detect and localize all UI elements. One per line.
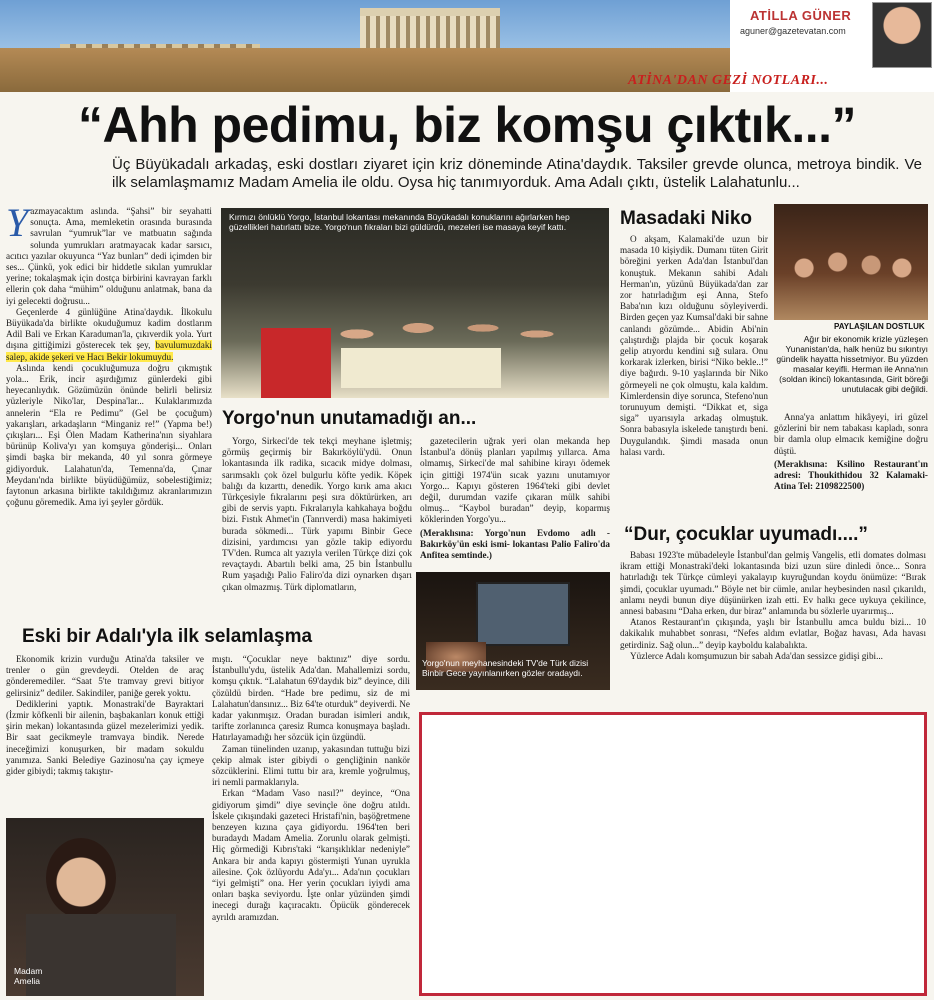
niko-address: (Meraklısına: Ksilino Restaurant'ın adresi: Thoukithidou 32 Kalamaki-Atina Tel: 2109822500) — [774, 458, 928, 492]
author-name: ATİLLA GÜNER — [750, 8, 852, 23]
paragraph: Erkan “Madam Vaso nasıl?” deyince, “Ona gidiyorum şimdi” diye sevinçle öne doğru atıldı. İskele çıkışındaki gazeteci Hristafi'nin, başöğretmene benzeyen kızına çaya gidiyordu. 1964'ten beri buradaydı Madam Amelia. Zorunlu olarak gelmişti. Hiç görmediği Kıbrıs'taki “karışıklıklar nedeniyle” Ankara bir anda kapıyı göstermişti Yunan uyrukla ailesine. Çok özlüyordu Ada'yı... Ada'nın çocukları “iyi gelmişti” ona. Her yerin çocukları iyiydi ama onları başka seviyordu. İşte onlar yüzünden şimdi inecegi durağı kaçıracaktı. Öpücük gönderecek ayrıldı aramızdan. — [212, 788, 410, 922]
dropcap: Y — [6, 206, 29, 245]
madam-caption: Madam Amelia — [14, 966, 43, 986]
yorgo-heading: Yorgo'nun unutamadığı an... — [222, 408, 477, 429]
headline: “Ahh pedimu, biz komşu çıktık...” — [77, 97, 857, 153]
dinner-photo — [774, 204, 928, 320]
photo-caption: Kırmızı önlüklü Yorgo, İstanbul lokantası mekanında Büyükadalı konuklarını ağırlarken hep güzellikleri hatırlattı bize. Yorgo'nun fıkraları bizi güldürdü, mezeleri ise masaya keyif kattı. — [229, 212, 570, 232]
highlighted-text: bavulumuzdaki salep, akide şekeri ve Hacı Bekir lokumuydu. — [6, 340, 212, 362]
dur-column — [620, 550, 926, 678]
paragraph: Aslında kendi çocukluğumuza doğru çıkmıştık yola... Erik, incir aşırdığımız günlerdeki gibi heyecanlıydık. Gözümüzün önünde belirli belirsiz yüzleriyle Niko'lar, Despina'lar... Kulaklarımızda annelerin “Ela re Pedimu” (Gel be çocuğum) yakarışları, arkadaşların “Minganiz re!” (Yapma be!) çıkışları... Eşi Ölen Madam Katherina'nın siyahlara bürünüp Koliva'yı yan komşuya gönderişi... Onları şimdi başka bir mekanda, 40 yıl sonra görmeye gidiyorduk. Lalahatun'da, Temenna'da, Çınar Meydanı'nda birlikte büyüdüğümüz, sobelestiğimiz; faytonun arkasına birlikte takıldığımız akranlarımızın çoğunu göremedik. Ama iyi şeyler gördük. — [6, 362, 212, 508]
paragraph: Yüzlerce Adalı komşumuzun bir sabah Ada'dan sessizce gidişi gibi... — [630, 650, 883, 661]
madam-amelia-photo — [6, 818, 204, 996]
yorgo-column-2 — [420, 436, 610, 586]
empty-box — [419, 712, 927, 996]
table — [341, 348, 501, 388]
tv-photo — [416, 572, 610, 690]
paragraph: Ekonomik krizin vurduğu Atina'da taksiler ve trenler o gün grevdeydi. Otelden de araç gönderemediler. “Saat 5'te tramvay grevi bitiyor gelirsiniz” dediler. Sakindiler, paniğe gerek yoktu. — [6, 654, 204, 698]
paragraph: azmayacaktım aslında. “Şahsi” bir seyahatti sonuçta. Ama, memleketin orasında burasında savrulan “yumruk”lar ve matbuatın sağında solunda yumrukları aratmayacak kadar sarsıcı, acıtıcı yazılar okuyunca “Yaz bunları” dedi içimden bir ses... Çünkü, yok edici bir hiddetle sıkılan yumruklar yerine; tokalaşmak için dostça birbirini kavrayan farklı ellerin çok daha “mühim” olduğunu anlatmak, bana da iyi gelecekti doğrusu... — [6, 206, 212, 306]
eski-heading: Eski bir Adalı'yla ilk selamlaşma — [22, 626, 313, 647]
paragraph: Atanos Restaurant'ın çıkışında, yaşlı bir İstanbullu amca buldu bizi... 10 dakikalık muhabbet sonrası, “Nefes aldım evlatlar, Boğaz havası, Ada havası getirdiniz. Sağ olun...” deyip kayboldu kalabalıkta. — [620, 617, 926, 650]
author-photo — [872, 2, 932, 68]
paragraph: Babası 1923'te mübadeleyle İstanbul'dan gelmiş Vangelis, etli domates dolması ikram ettiği Monastraki'deki lokantasında bizi uzun süre dinledi önce... Sonra hatırladığı tek Türkçe cümleyi yakalayıp kuyruğundan koydu önümüze: “Bırak şimdi, çocuklar uyumadı.” Böyle net bir cümle, anılar heybesinden nasıl çıkarıldı, anlamı neydi bunun diye düşünürken izah etti. Ev halkı gece uykuya çekilince, annesi babasını “Daha erken, dur biraz” anlamında bu sözlerle uyarırmış... — [620, 550, 926, 617]
paragraph: mıştı. “Çocuklar neye baktınız” diye sordu. İstanbullu'ydu, üstelik Ada'dan. Mahallemizi sordu, komşu çıktık. “Lalahatun 69'daydık biz” deyince, dili çözüldü birden. “Hade bre pedimu, siz de mi Lalahatun'dansınız... Biz 64'te oturduk” deyiverdi. Ne kadar yakınmışız. Oradan buradan isimleri andık, tarifte zorlanınca çaresiz Rumca konuşmaya başladı. Hatırlayamadığı her sözcük için üzgündü. — [212, 654, 410, 743]
yorgo-column-1 — [222, 436, 412, 592]
paragraph: Anna'ya anlattım hikâyeyi, iri güzel gözlerini bir nem tabakası kapladı, sonra bir damla olup elmacık kemiğine doğru düştü. — [774, 412, 928, 456]
dinner-photo-caption: Ağır bir ekonomik krizle yüzleşen Yunanistan'da, halk henüz bu sıkıntıyı gündelik hayatta hissetmiyor. Bu yüzden masalar keyifli. Herman ile Anna'nın (soldan ikinci) lokantasında, Girit böreği unutulacak gibi değildi. — [776, 334, 928, 394]
tv-screen — [476, 582, 570, 646]
paragraph: Dediklerini yaptık. Monastraki'de Bayraktari (İzmir köfkenli bir ailenin, başbakanları konuk ettiği şirin mekan) lokantasında güzel mezelerimizi yedik. Bir saat gecikmeyle tramvaya bindik. Nerede ineceğimizi konuşurken, bir madam sokuldu yanımıza. Sanki Belediye Gazinosu'na çay içmeye gider gibiydi; takmış takıştır- — [6, 698, 204, 777]
paragraph: Yorgo, Sirkeci'de tek tekçi meyhane işletmiş; görmüş geçirmiş bir Bakırköylü'ydü. Onun lokantasında ilk radika, sıcacık midye dolması, sarımsaklı çok özel bulgurlu köfte yedik. Köpek balığı da kızarttı, denedik. Yorgo kırık ama akıcı Türkçesiyle fıkralarını peşi sıra döktürürken, arı gibi de servis yaptı. Fıkralarıyla kahkahaya boğdu bizi. Fıstık Ahmet'in (Tanrıverdi) masa hakimiyeti burada sökmedi... Türk yapımı Binbir Gece dizisini, yardımcısı yan gözle takip ediyordu TV'den. Rumca alt yazıyla verilen Türkçe dizi çok revaçtaydı. Abartılı belki ama, 25 bin İstanbullu Rum yaşadığı Palio Faliro'da dizi oynarken dışarı çıkan olmazmış. Türk diplomatların, — [222, 436, 412, 592]
eski-column-2 — [212, 654, 410, 996]
tv-photo-caption: Yorgo'nun meyhanesindeki TV'de Türk dizisi Binbir Gece yayınlanırken gözler oradaydı. — [422, 658, 589, 678]
eski-column-1 — [6, 654, 204, 818]
left-column — [6, 206, 212, 610]
paragraph: Zaman tünelinden uzanıp, yakasından tuttuğu bizi çekip almak ister gibiydi o gençliğinin nankör sözcüklerini. Elimi tuttu bir ara, kremle yoğrulmuş, iri nemli parmaklarıyla. — [212, 743, 410, 788]
niko-column-2 — [774, 412, 928, 518]
photo-caption-title: PAYLAŞILAN DOSTLUK — [834, 322, 925, 331]
niko-column — [620, 234, 768, 506]
niko-heading: Masadaki Niko — [620, 208, 752, 229]
author-email: aguner@gazetevatan.com — [740, 26, 846, 36]
series-title: ATİNA'DAN GEZİ NOTLARI... — [628, 73, 829, 88]
hill-image — [0, 48, 730, 92]
red-apron — [261, 328, 331, 398]
paragraph: O akşam, Kalamaki'de uzun bir masada 10 kişiydik. Dumanı tüten Girit böreğini yerken Ada'dan İstanbul'dan konuştuk. Mekanın sahibi Adalı Herman'ın, yüzünü Büyükada'dan zar zor hatırladığım eşi Anna, Stefo Baba'nın kızı olduğunu söyleyiverdi. Birden geçen yaz Kumsal'daki bir sahne canlandı gözümde... Abidin Abi'nin çalıştırdığı plajda bir çocuk koşarak gelip atıyordu kendini sığ sulara. Onu korkarak izlerken, birisi “Niko bekle..!” diye bağırdı. 9-10 yaşlarında bir Niko görmeyeli ne çok olmuştu, kala kaldım. Kimlerdensin diye sorunca, Stefeno'nun torunuyum demişti. “Dikkat et, siga siga” uyarısıyla arkadaş olmuştuk. Sonra babasıyla iskelede tanıştırdı beni. Duygulandık. Şimdi masada onun halası vardı. — [620, 234, 768, 457]
diners-figures — [784, 244, 918, 304]
yorgo-address: (Meraklısına: Yorgo'nun Evdomo adlı -Bakırköy'ün eski ismi- lokantası Palio Faliro'da Anfitea semtinde.) — [420, 527, 610, 561]
dur-heading: “Dur, çocuklar uyumadı....” — [624, 524, 868, 545]
paragraph: gazetecilerin uğrak yeri olan mekanda hep İstanbul'a dönüş planları yapılmış yıllarca. Ama olmamış, Sirkeci'de mal sahibine kirayı ödemek için gittiği 1974'ün sıcak yazını unutamıyor Yorgo... Kapıyı gösteren 1964'teki gibi devlet değil, durumdan vazife çıkaran mülk sahibi olmuş... “Kaybol buradan” deyip, koparmış köklerinden Yorgo'yu... — [420, 436, 610, 525]
restaurant-photo — [221, 208, 609, 398]
lede: Üç Büyükadalı arkadaş, eski dostları ziyaret için kriz döneminde Atina'daydık. Taksiler grevde olunca, metroya bindik. Ve ilk selamlaşmamız Madam Amelia ile oldu. Oysa hiç tanımıyorduk. Ama Adalı çıktı, üstelik Lalahatunlu... — [112, 156, 922, 191]
paragraph: Geçenlerde 4 günlüğüne Atina'daydık. İlkokulu Büyükada'da birlikte okuduğumuz kadim dostlarım Adil Bali ve Erkan Karaduman'la, çıkıverdik yola. Yurt dışına gittiğimizi gösterecek tek şey, — [6, 306, 212, 351]
woman-face — [46, 838, 116, 918]
